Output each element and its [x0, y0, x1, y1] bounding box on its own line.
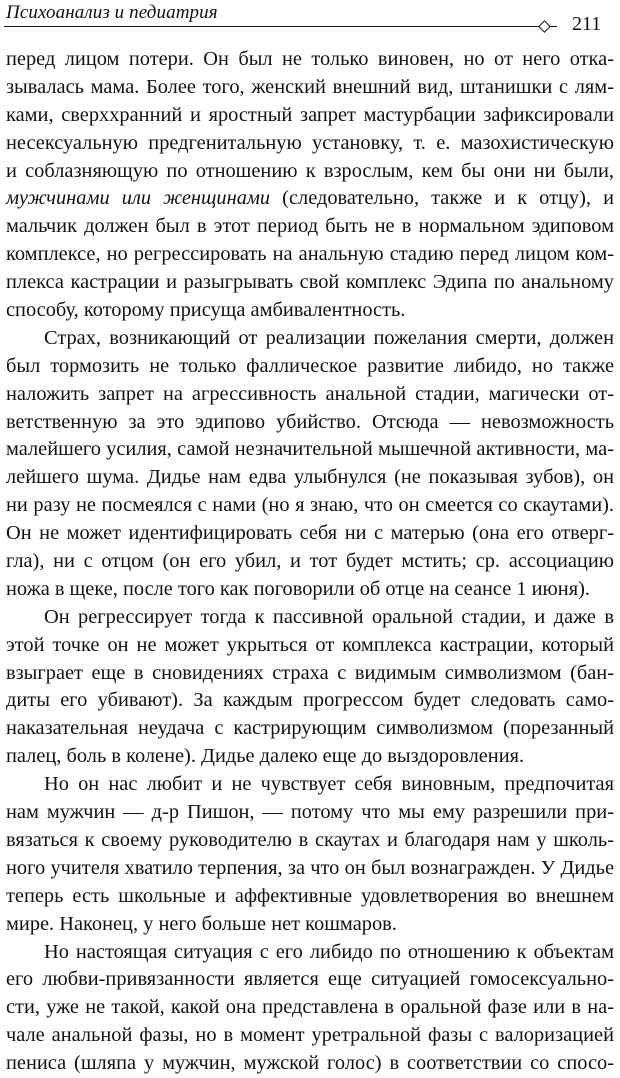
- text-line: теперь есть школьные и аффективные удовлетворения во внешнем: [6, 884, 614, 907]
- diamond-ornament-icon: [538, 20, 551, 33]
- text-line: лейшего шума. Дидье нам едва улыбнулся (не показывая зубов), он: [6, 466, 614, 489]
- text-line: наказательная неудача с кастрирующим символизмом (порезанный: [6, 717, 614, 740]
- text-line: пениса (шляпа у мужчин, мужской голос) в соответствии со спосо-: [6, 1052, 614, 1075]
- text-line: вязаться к своему руководителю в скаутах и благодаря нам у школь-: [6, 828, 614, 851]
- text-line: его любви-привязанности является еще ситуацией гомосексуально-: [6, 968, 614, 991]
- text-line: взыграет еще в сновидениях страха с видимым символизмом (бан-: [6, 661, 614, 684]
- text-line: Но он нас любит и не чувствует себя виновным, предпочитая: [44, 773, 614, 796]
- text-line: диты его убивают). За каждым прогрессом будет следовать само-: [6, 689, 614, 712]
- text-line: способу, которому присуща амбивалентность.: [6, 299, 406, 322]
- text-line: сти, уже не такой, какой она представлена в оральной фазе или в на-: [6, 996, 614, 1019]
- text-line: Он не может идентифицировать себя ни с матерью (она его отверг-: [6, 522, 614, 545]
- text-line: этой точке он не может укрыться от комплекса кастрации, который: [6, 633, 614, 656]
- paragraph: [6, 604, 614, 771]
- text-line: несексуальную предгенитальную установку, т. е. мазохистическую: [6, 131, 614, 154]
- text-line: мальчик должен был в этот период быть не в нормальном эдиповом: [6, 215, 614, 238]
- paragraph: [6, 771, 614, 938]
- text-line: комплексе, но регрессировать на анальную стадию перед лицом ком-: [6, 243, 614, 266]
- text-line: ни разу не посмеялся с нами (но я знаю, что он смеется со скаутами).: [6, 494, 614, 517]
- header-rule: [4, 26, 557, 27]
- text-line: нам мужчин — д-р Пишон, — потому что мы ему разрешили при-: [6, 801, 614, 824]
- text-line: Но настоящая ситуация с его либидо по отношению к объектам: [44, 940, 614, 963]
- text-line: Страх, возникающий от реализации пожелания смерти, должен: [44, 326, 614, 349]
- text-line: Он регрессирует тогда к пассивной оральной стадии, и даже в: [44, 605, 614, 628]
- body-text: [6, 46, 614, 1078]
- paragraph: [6, 46, 614, 325]
- text-line: [6, 185, 614, 213]
- text-line: ветственную за это эдипово убийство. Отсюда — невозможность: [6, 410, 614, 433]
- text-line: малейшего усилия, самой незначительной мышечной активности, ма-: [6, 438, 614, 461]
- paragraph: [6, 939, 614, 1078]
- text-line: ного учителя хватило терпения, за что он был вознагражден. У Дидье: [6, 856, 614, 879]
- text-line: зывалась мама. Более того, женский внешний вид, штанишки с лям-: [6, 75, 614, 98]
- page-header: [4, 0, 616, 36]
- text-line: перед лицом потери. Он был не только виновен, но от него отка-: [6, 48, 614, 70]
- running-title: Психоанализ и педиатрия: [6, 2, 218, 23]
- text-line: гла), ни с отцом (он его убил, и тот будет мстить; ср. ассоциацию: [6, 550, 614, 573]
- text-line: чале анальной фазы, но в момент уретральной фазы с валоризацией: [6, 1024, 614, 1047]
- text-line: палец, боль в колене). Дидье далеко еще до выздоровления.: [6, 745, 525, 768]
- text-line: ками, сверххранний и яростный запрет мастурбации зафиксировали: [6, 103, 614, 126]
- text-line: ножа в щеке, после того как поговорили об отце на сеансе 1 июня).: [6, 577, 590, 600]
- text-line: мире. Наконец, у него больше нет кошмаров.: [6, 912, 397, 935]
- page-number: 211: [572, 13, 602, 35]
- text-line: и соблазняющую по отношению к взрослым, кем бы они ни были,: [6, 159, 614, 182]
- italic-phrase: мужчинами или женщинами: [6, 187, 271, 210]
- paragraph: [6, 325, 614, 604]
- line-rest: (следовательно, также и к отцу), и: [270, 187, 614, 210]
- text-line: наложить запрет на агрессивность анальной стадии, магически от-: [6, 382, 614, 405]
- text-line: плекса кастрации и разыгрывать свой комплекс Эдипа по анальному: [6, 271, 614, 294]
- text-line: был тормозить не только фаллическое развитие либидо, но также: [6, 354, 614, 377]
